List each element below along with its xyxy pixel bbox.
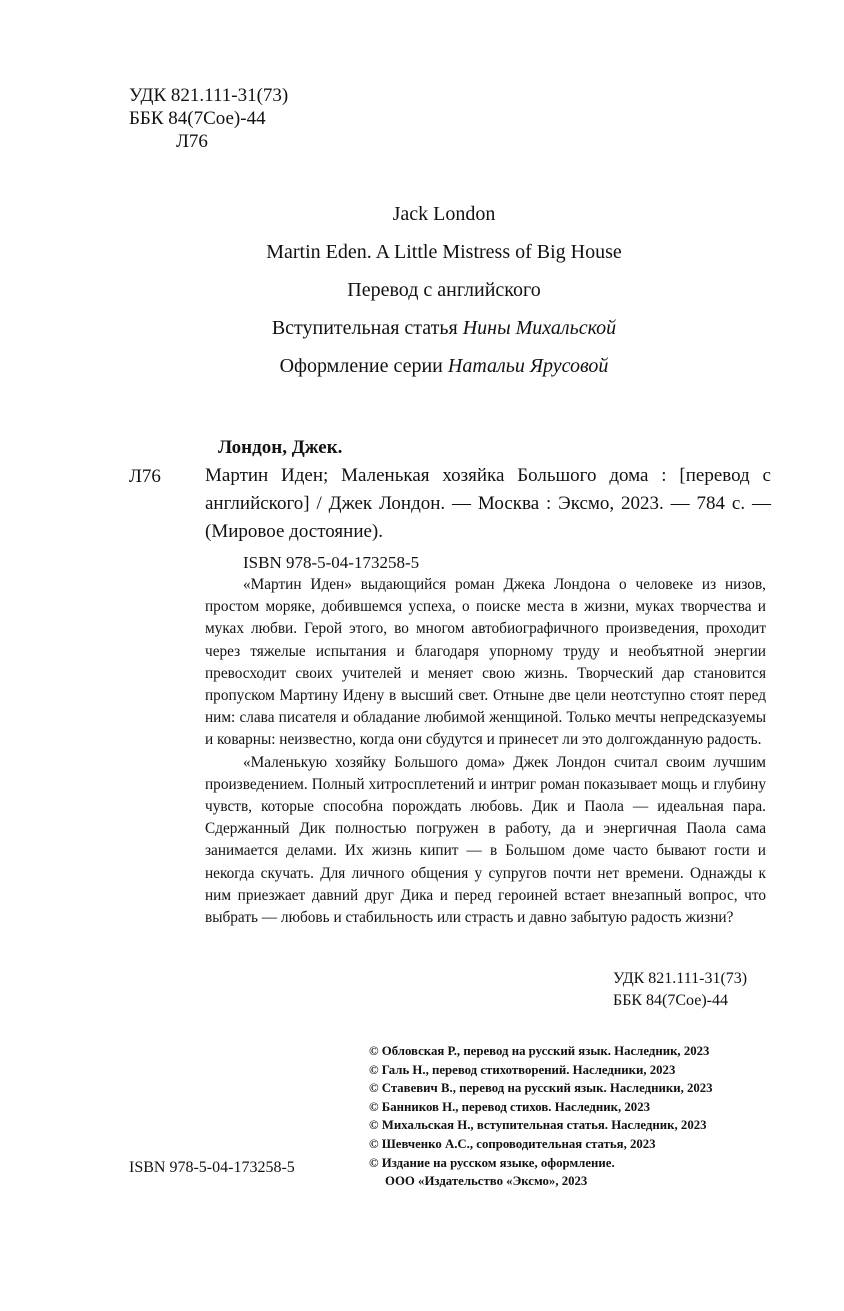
copyright-line: © Галь Н., перевод стихотворений. Наследники, 2023: [369, 1062, 676, 1077]
catalog-bbk: ББК 84(7Сое)-44: [613, 992, 728, 1009]
classification-codes: [129, 84, 288, 153]
publisher-line: ООО «Издательство «Эксмо», 2023: [385, 1174, 588, 1189]
udk-code: УДК 821.111-31(73): [129, 85, 289, 106]
catalog-isbn: ISBN 978-5-04-173258-5: [243, 553, 420, 572]
copyright-line: © Обловская Р., перевод на русский язык. Наследник, 2023: [369, 1044, 710, 1058]
translation-note: Перевод с английского: [347, 279, 541, 301]
annotation-paragraph: «Маленькую хозяйку Большого дома» Джек Лондон считал своим лучшим произведением. Полный хитросплетений и интриг роман показывает мощь и глубину чувств, которые способна порождать любовь. Дик и Паола — идеальная пара. Сдержанный Дик полностью погружен в работу, да и энергичная Паола сама занимается делами. Их жизнь кипит — в Большом доме часто бывают гости и некогда скучать. Для личного общения у супругов почти нет времени. Однажды к ним приезжает давний друг Дика и перед героиней встает внезапный вопрос, что выбрать — любовь и стабильность или страсть и давно забытую радость жизни?: [205, 753, 766, 927]
copyright-line: © Шевченко А.С., сопроводительная статья, 2023: [369, 1136, 656, 1151]
footer-isbn: ISBN 978-5-04-173258-5: [129, 1159, 295, 1176]
catalog-heading: Лондон, Джек.: [218, 437, 343, 458]
copyright-notices: [369, 1042, 713, 1191]
intro-credit: [0, 309, 844, 347]
copyright-line: © Издание на русском языке, оформление.: [369, 1155, 615, 1170]
credits-block: [0, 195, 844, 385]
copyright-line: © Михальская Н., вступительная статья. Наследник, 2023: [369, 1118, 707, 1133]
catalog-author-sign: Л76: [129, 466, 161, 487]
bbk-code: ББК 84(7Сое)-44: [129, 108, 266, 129]
original-author: Jack London: [392, 203, 496, 225]
catalog-codes: [613, 968, 747, 1012]
design-credit: [0, 347, 844, 385]
bibliographic-record: Мартин Иден; Маленькая хозяйка Большого дома : [перевод с английского] / Джек Лондон. — Москва : Эксмо, 2023. — 784 с. — (Мировое достояние).: [205, 465, 771, 542]
design-author: Натальи Ярусовой: [447, 355, 609, 377]
annotation: [205, 574, 766, 929]
catalog-udk: УДК 821.111-31(73): [613, 970, 748, 987]
intro-author: Нины Михальской: [462, 317, 617, 339]
design-label: Оформление серии: [279, 355, 443, 377]
author-sign: Л76: [176, 131, 208, 152]
copyright-line: © Банников Н., перевод стихов. Наследник, 2023: [369, 1099, 651, 1114]
catalog-description: [205, 462, 771, 577]
intro-label: Вступительная статья: [271, 317, 458, 339]
annotation-paragraph: «Мартин Иден» выдающийся роман Джека Лондона о человеке из низов, простом моряке, добившемся успеха, о поиске места в жизни, муках творчества и муках любви. Герой этого, во многом автобиографичного произведения, проходит через тяжелые испытания и благодаря упорному труду и необъятной энергии превосходит своих учителей и меняет свою жизнь. Творческий дар становится пропуском Мартину Идену в высший свет. Отныне две цели неотступно стоят перед ним: слава писателя и обладание любимой женщиной. Только мечты непредсказуемы и коварны: неизвестно, когда они сбудутся и принесет ли это долгожданную радость.: [205, 576, 766, 749]
original-title: Martin Eden. A Little Mistress of Big House: [266, 241, 622, 263]
copyright-line: © Ставевич В., перевод на русский язык. Наследники, 2023: [369, 1081, 713, 1096]
